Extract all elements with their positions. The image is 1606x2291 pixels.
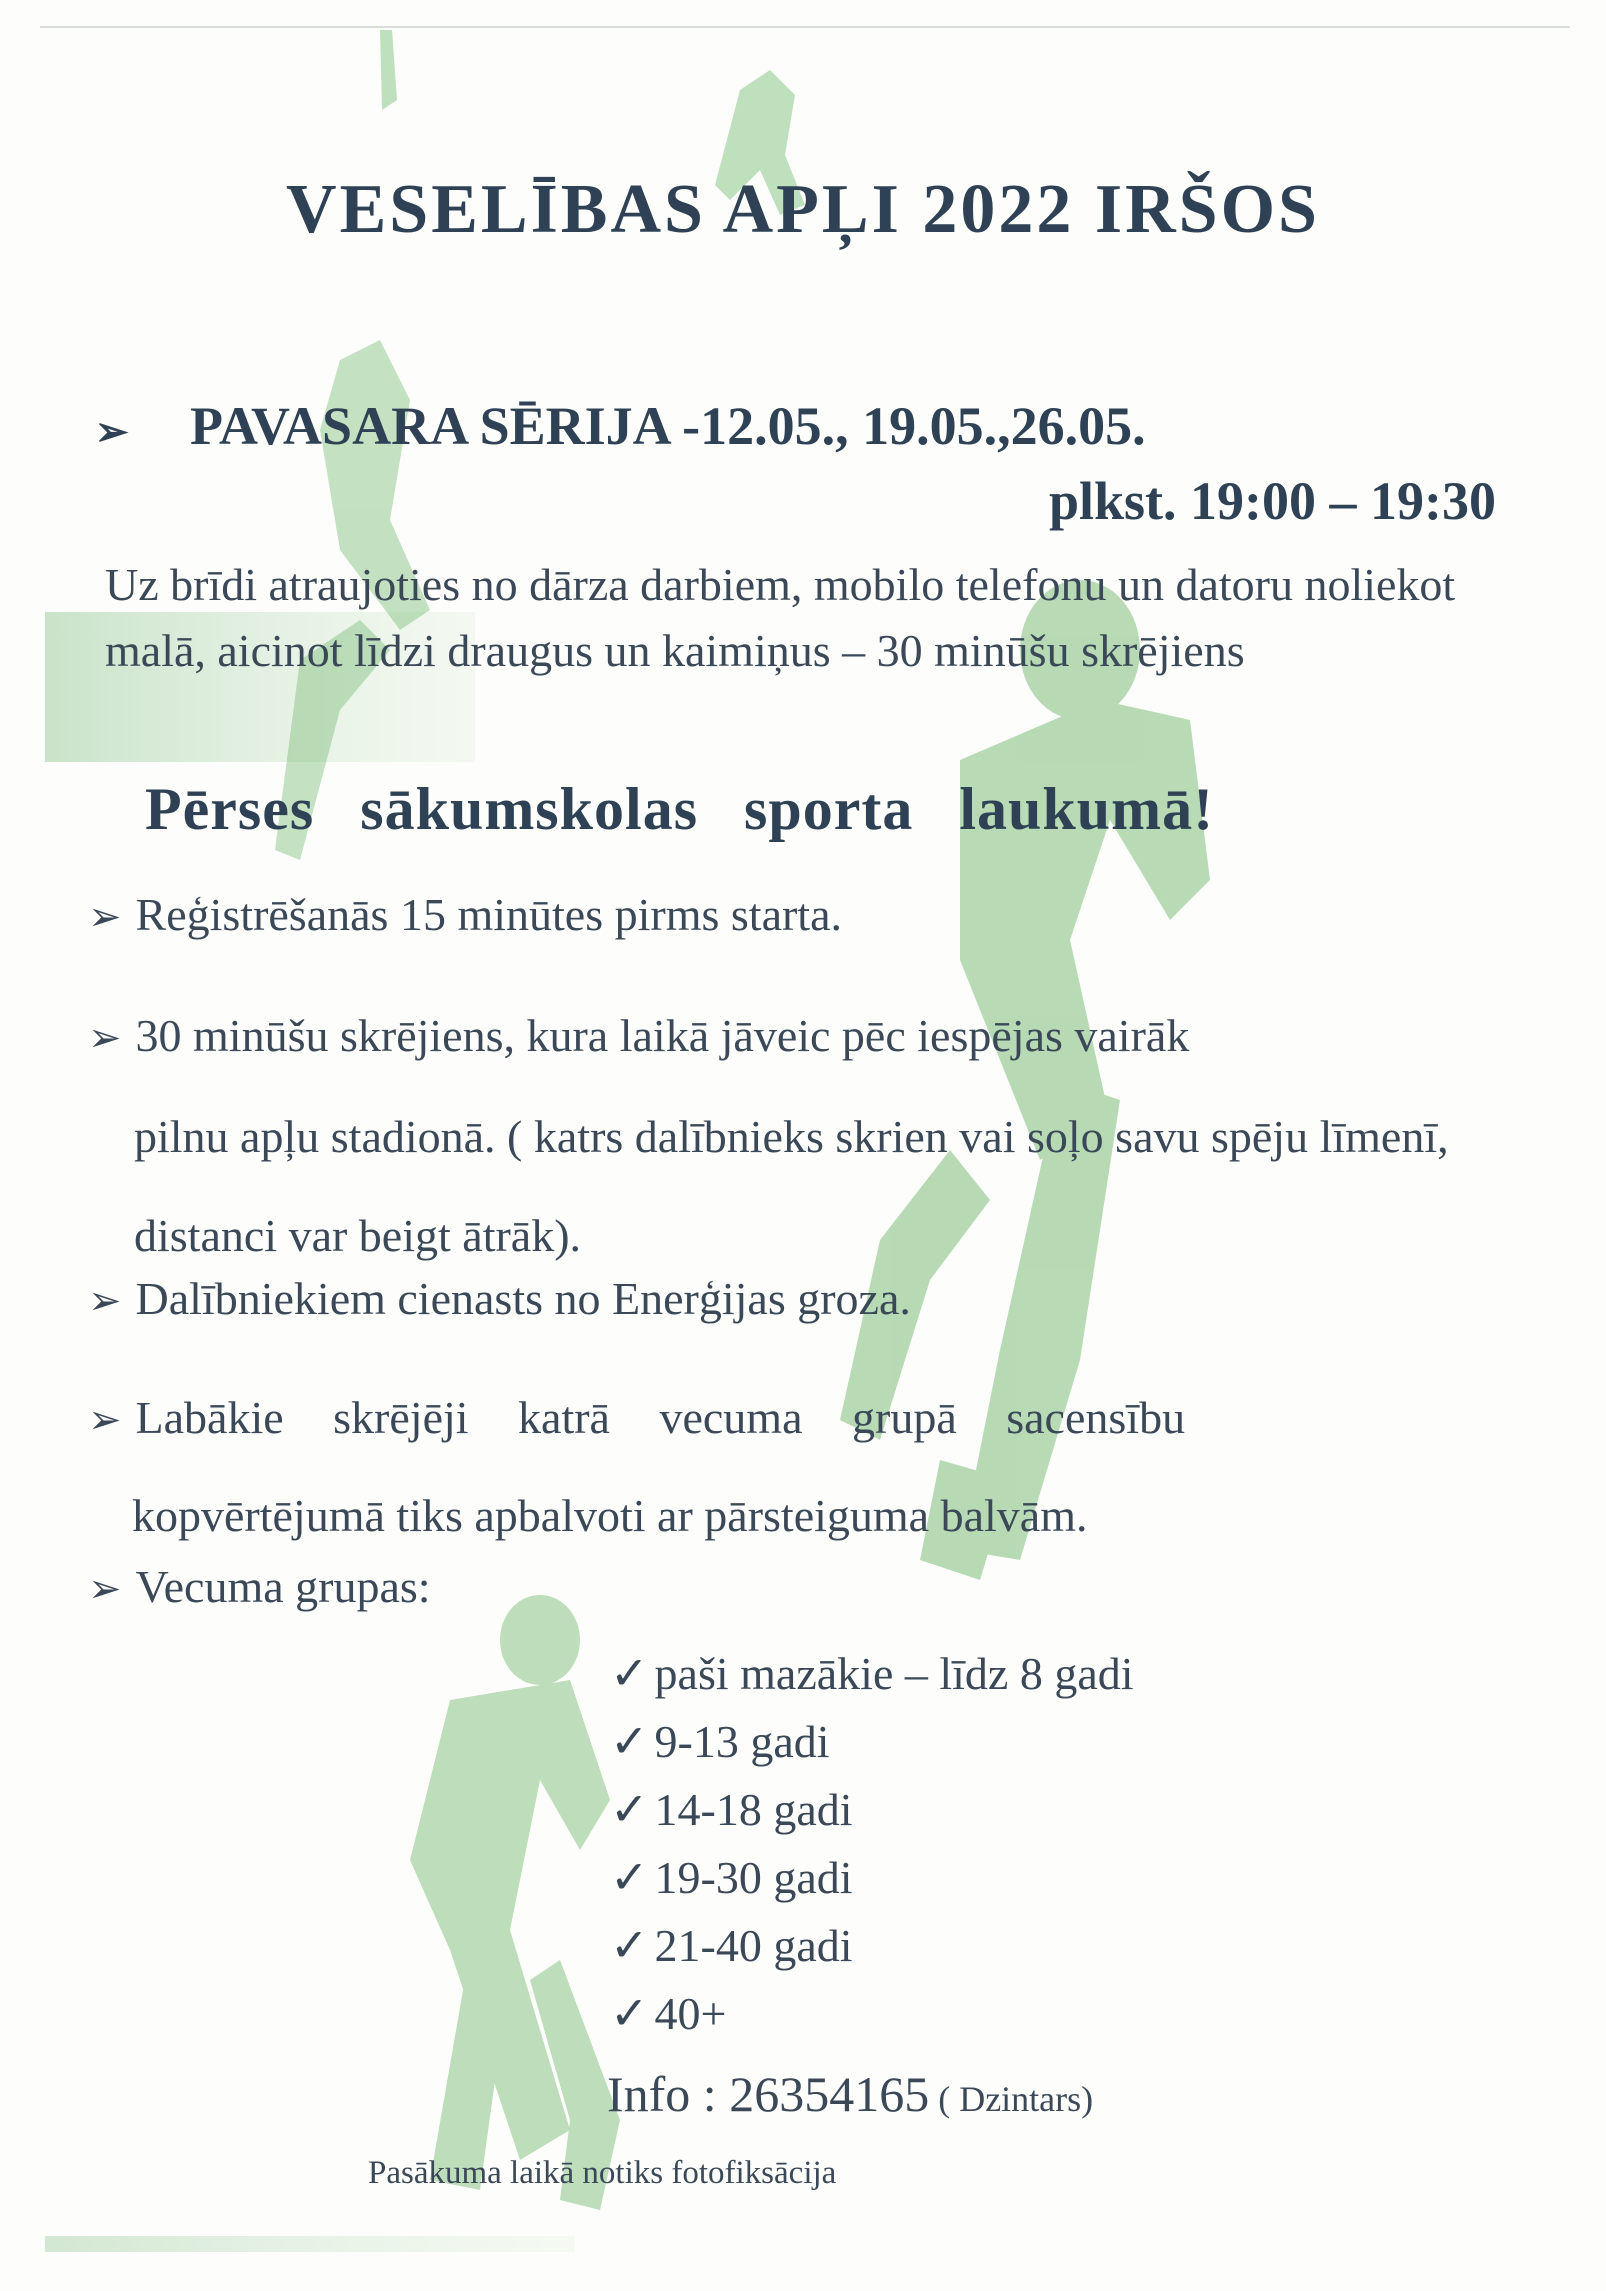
- arrow-bullet-icon: ➢: [88, 1278, 122, 1323]
- bullet-text: Reģistrēšanās 15 minūtes pirms starta.: [135, 889, 843, 940]
- arrow-bullet-icon: ➢: [88, 1566, 122, 1611]
- bullet-text-continued: pilnu apļu stadionā. ( katrs dalībnieks skrien vai soļo savu spēju līmenī, distanci var beigt ātrāk).: [134, 1111, 1449, 1261]
- bullet-text: Labākie skrējēji katrā vecuma grupā sacensību: [135, 1392, 1186, 1443]
- list-item: [610, 1776, 1410, 1844]
- spring-series-heading: [95, 395, 1495, 457]
- arrow-bullet-icon: ➢: [88, 1397, 122, 1442]
- age-group-list: [610, 1640, 1410, 2048]
- checkmark-icon: ✓: [610, 1648, 649, 1699]
- bullet-text: Dalībniekiem cienasts no Enerģijas groza.: [135, 1273, 911, 1324]
- list-item: [610, 1912, 1410, 1980]
- bullet-refreshments: [88, 1272, 1548, 1325]
- info-phone: Info : 26354165: [607, 2066, 930, 2122]
- arrow-bullet-icon: ➢: [88, 1015, 122, 1060]
- bullet-text: 30 minūšu skrējiens, kura laikā jāveic pēc iespējas vairāk: [135, 1010, 1190, 1061]
- info-contact-name: ( Dzintars): [929, 2079, 1094, 2119]
- age-group-label: 40+: [654, 1988, 727, 2039]
- checkmark-icon: ✓: [610, 1920, 649, 1971]
- bullet-awards: [88, 1370, 1548, 1564]
- bullet-text-continued: kopvērtējumā tiks apbalvoti ar pārsteiguma balvām.: [132, 1490, 1088, 1541]
- checkmark-icon: ✓: [610, 1716, 649, 1767]
- age-group-label: 19-30 gadi: [654, 1852, 853, 1903]
- venue-heading: Pērses sākumskolas sporta laukumā!: [145, 776, 1215, 842]
- list-item: [610, 1708, 1410, 1776]
- checkmark-icon: ✓: [610, 1784, 649, 1835]
- list-item: [610, 1640, 1410, 1708]
- checkmark-icon: ✓: [610, 1852, 649, 1903]
- photo-notice: Pasākuma laikā notiks fotofiksācija: [368, 2155, 837, 2191]
- flyer-title: VESELĪBAS APĻI 2022 IRŠOS: [286, 171, 1320, 248]
- age-group-label: 9-13 gadi: [654, 1716, 830, 1767]
- arrow-bullet-icon: ➢: [88, 894, 122, 939]
- age-group-label: paši mazākie – līdz 8 gadi: [654, 1648, 1134, 1699]
- bullet-registration: [88, 888, 1548, 941]
- bullet-age-groups: [88, 1560, 1548, 1613]
- contact-info: [607, 2065, 1093, 2123]
- event-time: plkst. 19:00 – 19:30: [1048, 471, 1496, 531]
- intro-text: Uz brīdi atraujoties no dārza darbiem, mobilo telefonu un datoru noliekot malā, aicinot līdzi draugus un kaimiņus – 30 minūšu skrējiens: [105, 559, 1456, 676]
- series-dates: PAVASARA SĒRIJA -12.05., 19.05.,26.05.: [190, 396, 1146, 456]
- list-item: [610, 1980, 1410, 2048]
- age-group-label: 21-40 gadi: [654, 1920, 853, 1971]
- arrow-bullet-icon: ➢: [95, 409, 129, 455]
- bullet-text: Vecuma grupas:: [135, 1561, 431, 1612]
- age-group-label: 14-18 gadi: [654, 1784, 853, 1835]
- checkmark-icon: ✓: [610, 1988, 649, 2039]
- list-item: [610, 1844, 1410, 1912]
- bullet-run-description: [88, 986, 1548, 1285]
